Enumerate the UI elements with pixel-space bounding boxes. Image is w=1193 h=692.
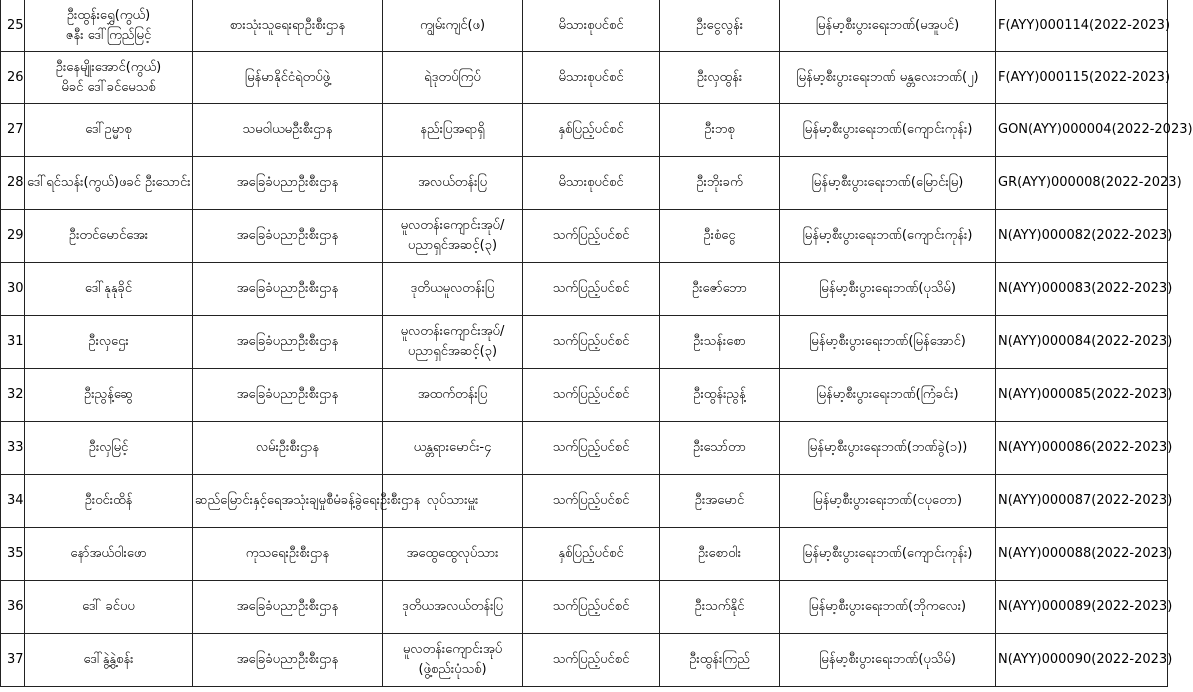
cell-dept <box>193 316 383 369</box>
cell-no: 33 <box>1 422 25 475</box>
cell-position-line: နည်းပြအရာရှိ <box>420 122 485 137</box>
cell-dept <box>193 52 383 104</box>
cell-payee: ဦးသော်တာ <box>660 422 780 475</box>
cell-name-line: ဦးထွန်းရွှေ(ကွယ်) <box>66 7 151 23</box>
cell-no: 35 <box>1 528 25 581</box>
cell-ref: F(AYY)000115(2022-2023) <box>996 52 1168 104</box>
cell-position <box>383 210 523 263</box>
table-row <box>1 634 1168 687</box>
table-row <box>1 581 1168 634</box>
cell-name-line: ဦးလှမြင့် <box>88 440 129 455</box>
cell-dept-line: အခြေခံပညာဦးစီးဌာန <box>236 387 339 402</box>
cell-position-line: လုပ်သားမှူး <box>426 493 479 508</box>
cell-position-line: ရဲဒုတပ်ကြပ် <box>424 69 481 85</box>
cell-dept <box>193 581 383 634</box>
cell-position <box>383 104 523 157</box>
cell-name-line: ဒေါ်ဥမ္မာစု <box>85 122 132 137</box>
cell-no: 34 <box>1 475 25 528</box>
cell-bank: မြန်မာ့စီးပွားရေးဘဏ်(မြန်အောင်) <box>780 316 996 369</box>
cell-relation: သက်ပြည့်ပင်စင် <box>523 422 660 475</box>
cell-position-line: ပညာရှင်အဆင့်(၃) <box>407 238 498 253</box>
cell-position <box>383 422 523 475</box>
table-row <box>1 0 1168 52</box>
table-row <box>1 52 1168 104</box>
cell-relation: နှစ်ပြည့်ပင်စင် <box>523 528 660 581</box>
table-body <box>1 0 1193 687</box>
cell-name-line: ဒေါ် ခင်ပပ <box>82 599 135 614</box>
cell-relation: သက်ပြည့်ပင်စင် <box>523 210 660 263</box>
cell-dept <box>193 475 421 528</box>
table-row <box>1 369 1168 422</box>
cell-bank: မြန်မာ့စီးပွားရေးဘဏ်(ဘိုကလေး) <box>780 581 996 634</box>
cell-dept <box>193 0 383 52</box>
cell-name <box>25 581 193 634</box>
cell-dept <box>193 422 383 475</box>
cell-relation: သက်ပြည့်ပင်စင် <box>523 475 660 528</box>
cell-relation: မိသားစုပင်စင် <box>523 157 660 210</box>
cell-name-line: ဇနီး ဒေါ်ကြည်မြင့် <box>65 27 152 43</box>
cell-ref: N(AYY)000087(2022-2023) <box>996 475 1168 528</box>
cell-position-line: (ဖွဲ့စည်းပုံသစ်) <box>418 662 487 677</box>
cell-ref: N(AYY)000082(2022-2023) <box>996 210 1168 263</box>
cell-payee: ဦးသန်းစော <box>660 316 780 369</box>
table-row <box>1 263 1168 316</box>
cell-bank: မြန်မာ့စီးပွားရေးဘဏ်(ပုသိမ်) <box>780 634 996 687</box>
cell-position-line: အထက်တန်းပြ <box>417 387 488 402</box>
cell-dept-line: လမ်းဦးစီးဌာန <box>255 440 320 455</box>
cell-position-line: ဒုတိယအလယ်တန်းပြ <box>401 599 504 614</box>
table-row <box>1 475 1168 528</box>
cell-position-line: မူလတန်းကျောင်းအုပ်/ <box>400 324 505 339</box>
cell-name <box>25 634 193 687</box>
table-row <box>1 422 1168 475</box>
cell-dept <box>193 210 383 263</box>
cell-position-line: ပညာရှင်အဆင့်(၃) <box>407 344 498 359</box>
cell-name-line: ဦးညွန့်ဆွေ <box>84 387 133 402</box>
cell-ref: N(AYY)000086(2022-2023) <box>996 422 1168 475</box>
cell-position-line: အထွေထွေလုပ်သား <box>406 546 499 561</box>
table-row <box>1 104 1168 157</box>
cell-bank: မြန်မာ့စီးပွားရေးဘဏ်(မြောင်းမြ) <box>780 157 996 210</box>
cell-payee: ဦးဇော်ဘော <box>660 263 780 316</box>
cell-bank: မြန်မာ့စီးပွားရေးဘဏ်(မအူပင်) <box>780 0 996 52</box>
cell-payee: ဦးစံငွေ <box>660 210 780 263</box>
cell-ref: N(AYY)000084(2022-2023) <box>996 316 1168 369</box>
cell-dept-line: သမဝါယမဦးစီးဌာန <box>242 122 333 137</box>
table-row <box>1 528 1168 581</box>
cell-payee: ဦးထွန်းညွန့် <box>660 369 780 422</box>
cell-bank: မြန်မာ့စီးပွားရေးဘဏ် မန္တလေးဘဏ်(၂) <box>780 52 996 104</box>
cell-ref: F(AYY)000114(2022-2023) <box>996 0 1168 52</box>
cell-no: 27 <box>1 104 25 157</box>
cell-position <box>383 0 523 52</box>
cell-payee: ဦးသက်နိုင် <box>660 581 780 634</box>
table-row <box>1 210 1168 263</box>
cell-bank: မြန်မာ့စီးပွားရေးဘဏ်(ဘဏ်ခွဲ(၁)) <box>780 422 996 475</box>
table-row <box>1 316 1168 369</box>
cell-payee: ဦးစောဝါး <box>660 528 780 581</box>
cell-relation: သက်ပြည့်ပင်စင် <box>523 316 660 369</box>
cell-position <box>383 528 523 581</box>
cell-name-line: ဦးနေမျိုးအောင်(ကွယ်) <box>55 59 162 75</box>
cell-payee: ဦးဘစု <box>660 104 780 157</box>
cell-payee: ဦးဘိုးခက် <box>660 157 780 210</box>
table-row <box>1 157 1168 210</box>
cell-name <box>25 316 193 369</box>
cell-dept-line: အခြေခံပညာဦးစီးဌာန <box>236 334 339 349</box>
cell-position <box>383 157 523 210</box>
cell-no: 32 <box>1 369 25 422</box>
cell-name <box>25 157 193 210</box>
cell-position <box>383 52 523 104</box>
cell-dept-line: ဆည်မြောင်းနှင့်ရေအသုံးချမှုစီမံခန့်ခွဲရေးဦးစီးဌာန <box>195 493 421 508</box>
cell-dept <box>193 263 383 316</box>
cell-dept-line: အခြေခံပညာဦးစီးဌာန <box>236 281 339 296</box>
cell-dept <box>193 104 383 157</box>
cell-dept-line: စားသုံးသူရေးရာဦးစီးဌာန <box>229 17 346 33</box>
cell-ref: GON(AYY)000004(2022-2023) <box>996 104 1168 157</box>
cell-name <box>25 422 193 475</box>
cell-relation: သက်ပြည့်ပင်စင် <box>523 581 660 634</box>
cell-no: 29 <box>1 210 25 263</box>
cell-ref: N(AYY)000083(2022-2023) <box>996 263 1168 316</box>
cell-relation: သက်ပြည့်ပင်စင် <box>523 634 660 687</box>
cell-position-line: မူလတန်းကျောင်းအုပ် <box>402 642 503 657</box>
cell-dept <box>193 157 383 210</box>
cell-name-line: ဒေါ်ရင်သန်း(ကွယ်)ဖခင် ဦးသောင်း <box>27 175 191 190</box>
cell-name <box>25 0 193 52</box>
cell-ref: N(AYY)000090(2022-2023) <box>996 634 1168 687</box>
cell-dept-line: အခြေခံပညာဦးစီးဌာန <box>236 652 339 667</box>
cell-no: 25 <box>1 0 25 52</box>
cell-position <box>383 369 523 422</box>
cell-name <box>25 369 193 422</box>
cell-relation: မိသားစုပင်စင် <box>523 0 660 52</box>
cell-dept-line: အခြေခံပညာဦးစီးဌာန <box>236 599 339 614</box>
cell-ref: N(AYY)000085(2022-2023) <box>996 369 1168 422</box>
cell-ref: N(AYY)000089(2022-2023) <box>996 581 1168 634</box>
cell-payee: ဦးငွေလွန်း <box>660 0 780 52</box>
cell-dept <box>193 634 383 687</box>
cell-dept-line: အခြေခံပညာဦးစီးဌာန <box>236 175 339 190</box>
cell-position-line: ယန္တရားမောင်း-၄ <box>413 440 492 455</box>
cell-no: 28 <box>1 157 25 210</box>
cell-position <box>383 634 523 687</box>
cell-name <box>25 475 193 528</box>
cell-bank: မြန်မာ့စီးပွားရေးဘဏ်(ကျောင်းကုန်း) <box>780 528 996 581</box>
cell-position <box>383 263 523 316</box>
cell-bank: မြန်မာ့စီးပွားရေးဘဏ်(ပုသိမ်) <box>780 263 996 316</box>
cell-bank: မြန်မာ့စီးပွားရေးဘဏ်(ငပုတော) <box>780 475 996 528</box>
cell-payee: ဦးလှထွန်း <box>660 52 780 104</box>
cell-no: 36 <box>1 581 25 634</box>
cell-name <box>25 528 193 581</box>
cell-payee: ဦးအမောင် <box>660 475 780 528</box>
cell-name-line: မိခင် ဒေါ်ခင်မေသစ် <box>61 79 156 95</box>
cell-no: 37 <box>1 634 25 687</box>
cell-relation: သက်ပြည့်ပင်စင် <box>523 369 660 422</box>
cell-no: 31 <box>1 316 25 369</box>
cell-ref: GR(AYY)000008(2022-2023) <box>996 157 1168 210</box>
cell-name-line: ဦးလှဌေး <box>88 334 129 349</box>
cell-dept-line: ကုသရေးဦးစီးဌာန <box>245 546 330 561</box>
cell-dept <box>193 369 383 422</box>
cell-position-line: ကျွမ်းကျင်(ဖ) <box>419 17 486 33</box>
cell-name-line: ဒေါ်နွဲ့နွဲ့စန်း <box>83 652 134 667</box>
cell-position-line: ဒုတိယမူလတန်းပြ <box>410 281 495 296</box>
cell-no: 30 <box>1 263 25 316</box>
cell-payee: ဦးထွန်းကြည် <box>660 634 780 687</box>
cell-dept <box>193 528 383 581</box>
cell-name <box>25 104 193 157</box>
cell-name-line: ဦးတင်မောင်အေး <box>68 228 149 243</box>
cell-name <box>25 52 193 104</box>
cell-bank: မြန်မာ့စီးပွားရေးဘဏ်(ကြံခင်း) <box>780 369 996 422</box>
cell-bank: မြန်မာ့စီးပွားရေးဘဏ်(ကျောင်းကုန်း) <box>780 210 996 263</box>
cell-name-line: ဒေါ်နုနုခိုင် <box>84 281 133 296</box>
cell-name-line: နော်အယ်ဝါးဖော <box>70 546 147 561</box>
cell-position <box>383 316 523 369</box>
cell-relation: မိသားစုပင်စင် <box>523 52 660 104</box>
cell-name <box>25 210 193 263</box>
cell-name <box>25 263 193 316</box>
cell-bank: မြန်မာ့စီးပွားရေးဘဏ်(ကျောင်းကုန်း) <box>780 104 996 157</box>
cell-relation: နှစ်ပြည့်ပင်စင် <box>523 104 660 157</box>
cell-no: 26 <box>1 52 25 104</box>
cell-ref: N(AYY)000088(2022-2023) <box>996 528 1168 581</box>
cell-dept-line: မြန်မာနိုင်ငံရဲတပ်ဖွဲ့ <box>244 69 331 85</box>
cell-name-line: ဦးဝင်းထိန် <box>84 493 133 508</box>
cell-dept-line: အခြေခံပညာဦးစီးဌာန <box>236 228 339 243</box>
cell-relation: သက်ပြည့်ပင်စင် <box>523 263 660 316</box>
cell-position <box>383 581 523 634</box>
cell-position-line: မူလတန်းကျောင်းအုပ်/ <box>400 218 505 233</box>
cell-position-line: အလယ်တန်းပြ <box>417 175 488 190</box>
